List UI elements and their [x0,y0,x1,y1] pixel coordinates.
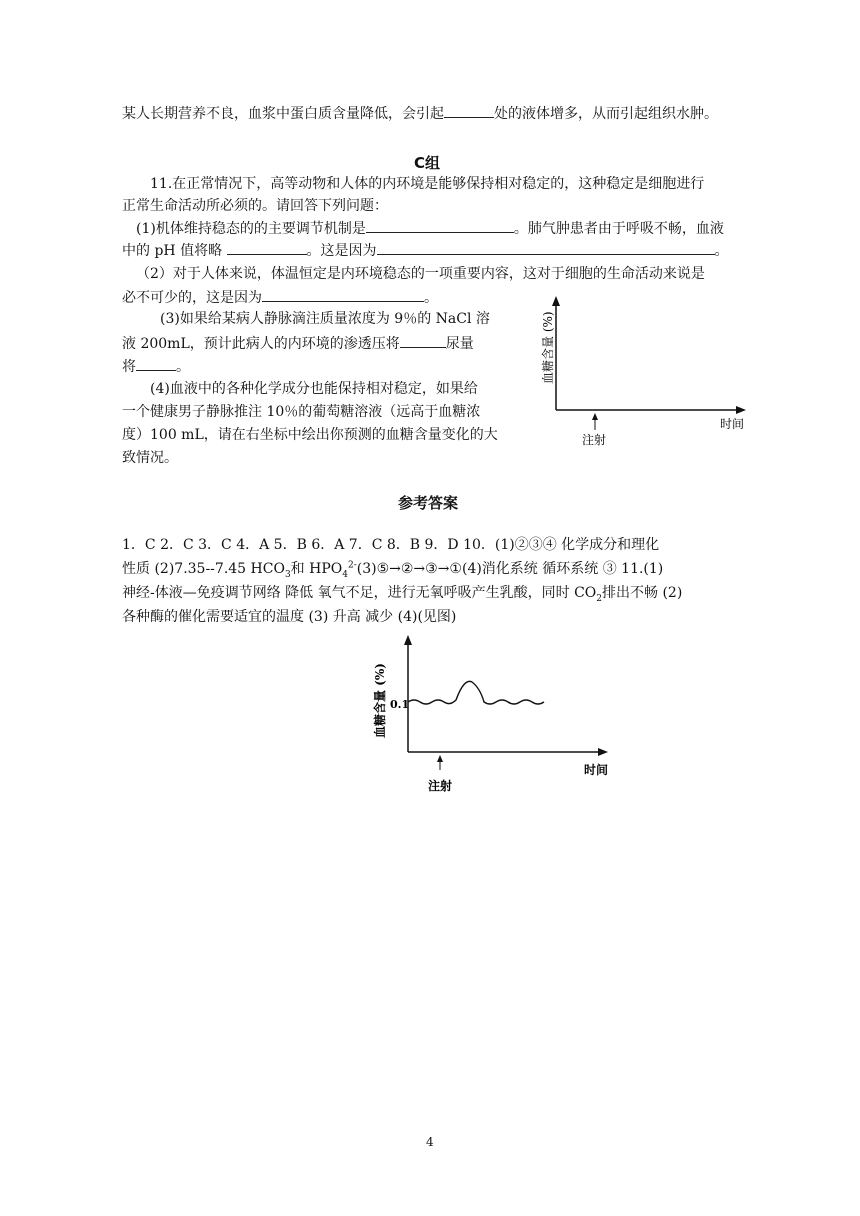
q11-part2-line1: （2）对于人体来说，体温恒定是内环境稳态的一项重要内容，这对于细胞的生命活动来说是 [136,266,705,282]
intro-text-pre: 某人长期营养不良，血浆中蛋白质含量降低，会引起 [122,106,444,122]
q11-part1-text-d: 。这是因为 [306,243,377,259]
q11-part3-text-e: 。 [176,359,190,375]
q11-part3-line1: (3)如果给某病人静脉滴注质量浓度为 9％的 NaCl 溶 [160,311,490,327]
answer-blank[interactable] [262,288,424,302]
intro-text-post: 处的液体增多，从而引起组织水肿。 [494,106,718,122]
answers-line1: 1．C 2．C 3．C 4．A 5．B 6．A 7．C 8．B 9．D 10．(1)②③④ 化学成分和理化 [122,537,660,553]
answer-blank[interactable] [444,104,494,118]
answers-line2-c: (3)⑤→②→③→①(4)消化系统 循环系统 ③ 11.(1) [356,561,664,577]
q11-part4-line2: 一个健康男子静脉推注 10％的葡萄糖溶液（远高于血糖浓 [122,404,481,420]
q11-part2-text-c: 。 [424,290,438,306]
q11-part1-text: (1)机体维持稳态的的主要调节机制是 [136,221,366,237]
q11-part4-line3: 度）100 mL，请在右坐标中绘出你预测的血糖含量变化的大 [122,427,498,443]
q11-part4-line1: (4)血液中的各种化学成分也能保持相对稳定，如果给 [150,381,478,397]
q11-part1-text-e: 。 [714,243,729,259]
q11-part1-line1 [136,219,724,238]
q11-part3-line2 [122,334,474,353]
y-axis-arrow [552,296,560,306]
x-axis-label: 时间 [584,763,609,777]
injection-label: 注射 [428,779,453,793]
q11-part1-text-b: 。肺气肿患者由于呼吸不畅，血液 [513,221,724,237]
injection-arrowhead [592,413,598,420]
q11-part1-text-c: 中的 pH 值将略 [122,243,223,259]
answers-title: 参考答案 [398,494,459,512]
page-number: 4 [426,1135,434,1149]
q11-part1-line2 [122,241,729,260]
superscript: 2- [347,560,357,571]
q11-part2-line2 [122,288,438,307]
answer-blank[interactable] [366,219,514,233]
injection-label: 注射 [582,433,607,447]
answer-blank[interactable] [136,357,176,371]
answers-line2-b: 和 HPO [290,561,343,577]
q11-stem-line2: 正常生命活动所必须的。请回答下列问题： [122,198,388,214]
answer-blank[interactable] [227,241,307,255]
answers-line3-b: 排出不畅 (2) [602,585,683,601]
blood-glucose-curve [408,681,544,704]
x-axis-label: 时间 [720,417,745,431]
subscript: 4 [342,569,348,580]
q11-stem-line1: 11.在正常情况下，高等动物和人体的内环境是能够保持相对稳定的，这种稳定是细胞进行 [150,176,705,192]
intro-line [122,104,718,123]
section-title: C组 [414,154,441,172]
y-axis-arrow [404,635,412,645]
q11-part2-text-b: 必不可少的，这是因为 [122,290,262,306]
y-tick-label: 0.1 [390,698,410,711]
y-axis-label: 血糖含量 (%) [373,663,387,738]
subscript: 3 [284,569,291,580]
answers-line3 [122,584,682,602]
answer-blank[interactable] [377,241,715,255]
subscript: 2 [596,593,603,604]
answer-chart [360,630,620,800]
x-axis-arrow [736,406,746,414]
q11-part3-line3 [122,357,190,376]
answers-line2 [122,560,663,578]
q11-part3-text-c: 尿量 [445,336,474,352]
q11-part3-text-d: 将 [122,359,136,375]
answers-line4: 各种酶的催化需要适宜的温度 (3) 升高 减少 (4)(见图) [122,609,457,625]
x-axis-arrow [598,748,608,756]
q11-part3-text-b: 液 200mL，预计此病人的内环境的渗透压将 [122,336,400,352]
y-axis-label: 血糖含量 (%) [541,311,555,384]
answers-line3-a: 神经-体液—免疫调节网络 降低 氧气不足，进行无氧呼吸产生乳酸，同时 CO [122,585,597,601]
answer-blank[interactable] [400,334,446,348]
q11-part4-line4: 致情况。 [122,450,178,466]
injection-arrowhead [437,755,443,762]
answers-line2-a: 性质 (2)7.35--7.45 HCO [122,561,285,577]
question-axes[interactable] [540,292,780,452]
